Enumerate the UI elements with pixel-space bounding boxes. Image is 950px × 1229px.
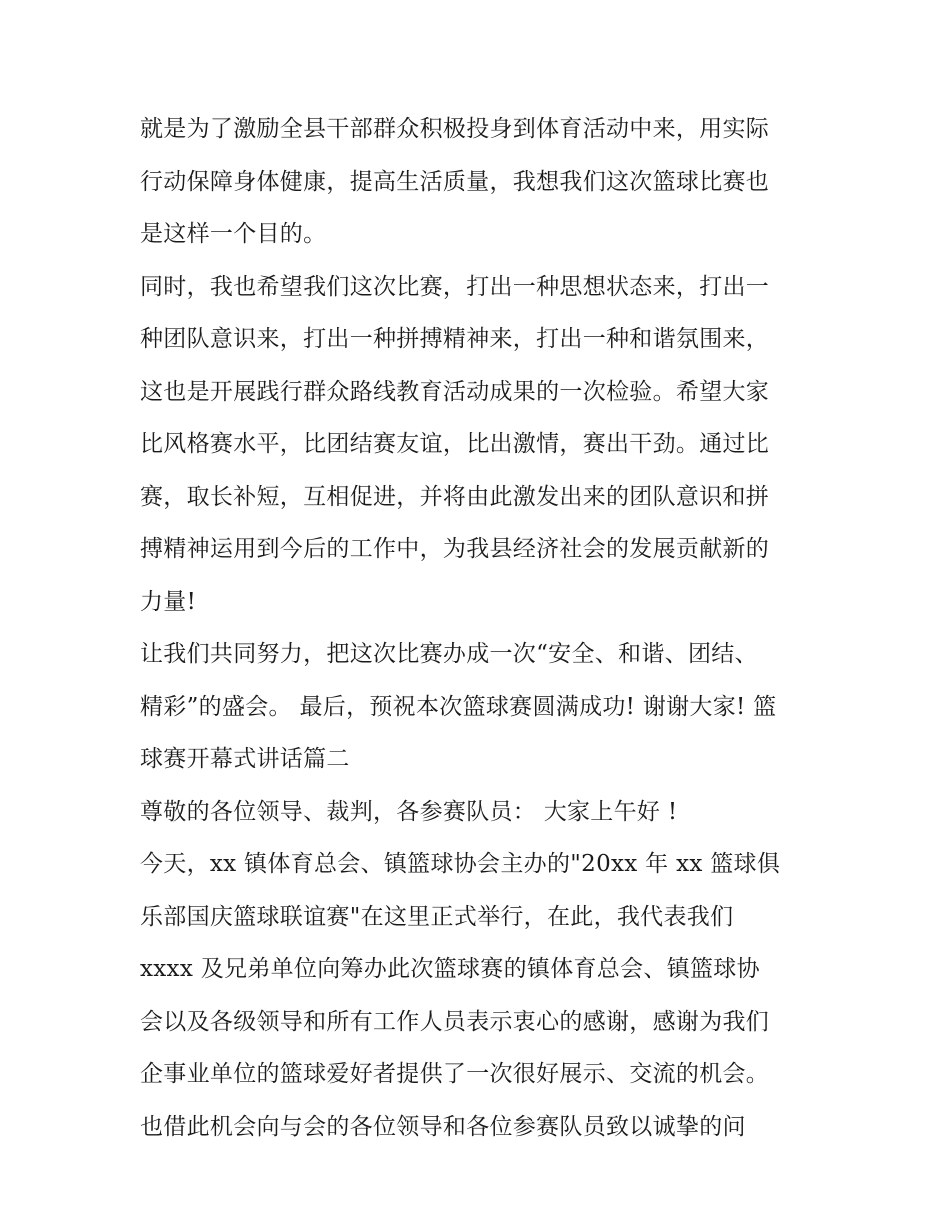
text-line: 是这样一个目的。 [140,221,327,247]
text-line: 力量! [140,588,197,615]
text-line: 乐部国庆篮球联谊赛"在这里正式举行，在此，我代表我们 [140,903,734,930]
text-line: 行动保障身体健康，提高生活质量，我想我们这次篮球比赛也 [140,168,770,195]
document-body [140,103,830,1153]
text-line: 让我们共同努力，把这次比赛办成一次“安全、和谐、团结、 [140,641,758,667]
text-line: 搏精神运用到今后的工作中，为我县经济社会的发展贡献新的 [140,536,770,562]
text-line: 会以及各级领导和所有工作人员表示衷心的感谢，感谢为我们 [140,1008,770,1035]
text-line: 也借此机会向与会的各位领导和各位参赛队员致以诚挚的问 [140,1113,746,1140]
text-line: xxxx 及兄弟单位向筹办此次篮球赛的镇体育总会、镇篮球协 [140,956,760,982]
text-line: 企事业单位的篮球爱好者提供了一次很好展示、交流的机会。 [140,1061,770,1087]
text-line: 球赛开幕式讲话篇二 [140,746,350,772]
text-line: 今天，xx 镇体育总会、镇篮球协会主办的"20xx 年 xx 篮球俱 [140,851,781,877]
text-line: 同时，我也希望我们这次比赛，打出一种思想状态来，打出一 [140,273,770,300]
text-line: 赛，取长补短，互相促进，并将由此激发出来的团队意识和拼 [140,483,770,510]
text-line: 这也是开展践行群众路线教育活动成果的一次检验。希望大家 [140,378,770,405]
text-line: 就是为了激励全县干部群众积极投身到体育活动中来，用实际 [140,116,770,142]
text-line: 尊敬的各位领导、裁判，各参赛队员： 大家上午好 ! [140,798,678,825]
text-line: 比风格赛水平，比团结赛友谊，比出激情，赛出干劲。通过比 [140,431,770,457]
text-line: 精彩”的盛会。 最后，预祝本次篮球赛圆满成功! 谢谢大家! 篮 [140,693,777,720]
text-line: 种团队意识来，打出一种拼搏精神来，打出一种和谐氛围来， [140,326,770,352]
